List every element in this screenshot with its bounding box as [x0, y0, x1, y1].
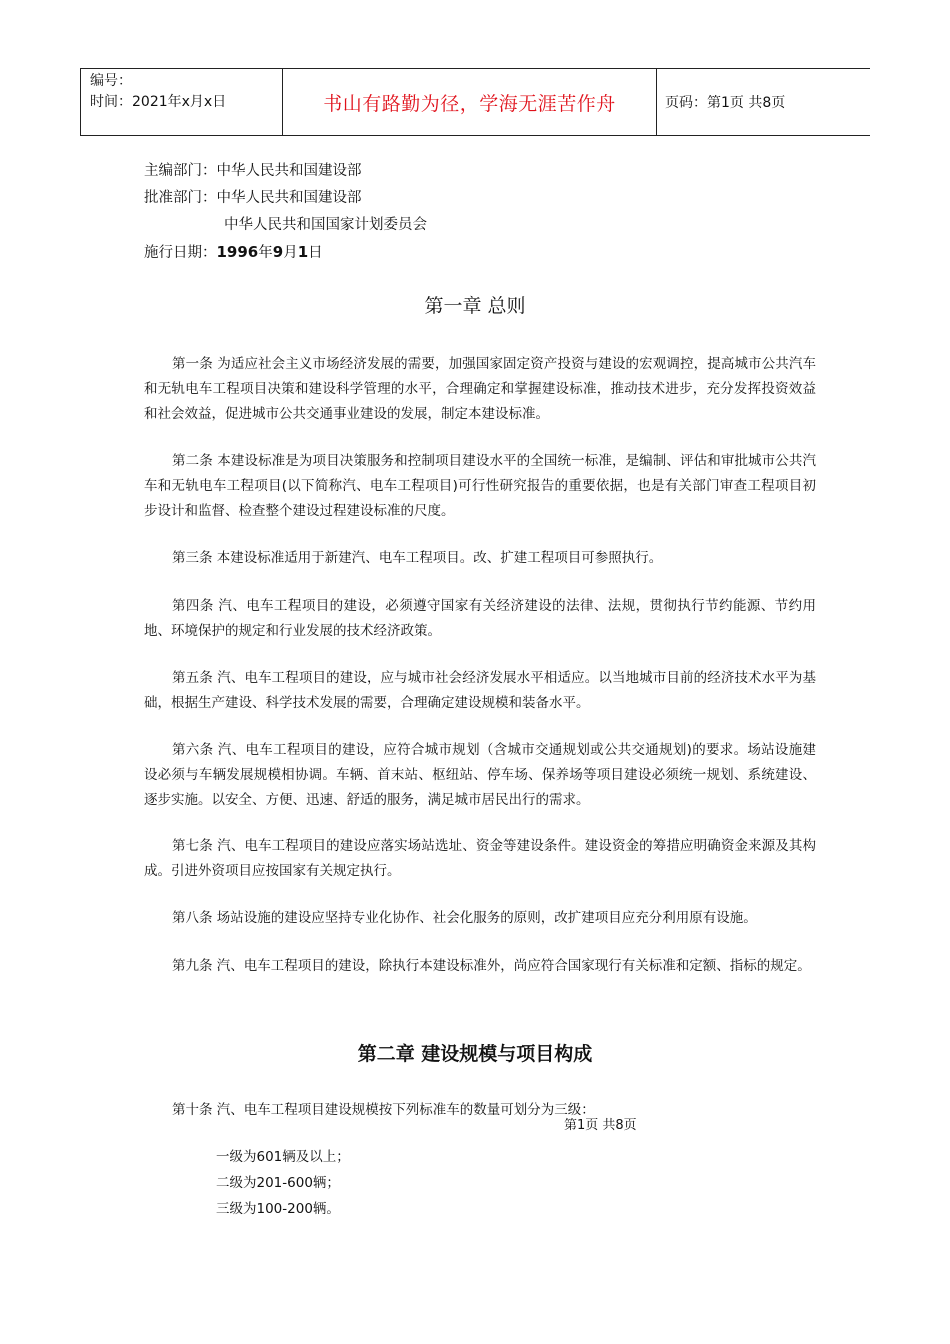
header-page: 页码：第1页 共8页 — [665, 95, 786, 111]
article-10-text: 第十条 汽、电车工程项目建设规模按下列标准车的数量可划分为三级： — [172, 1102, 595, 1118]
header-motto-cell — [283, 69, 657, 135]
header-motto: 书山有路勤为径，学海无涯苦作舟 — [323, 92, 616, 115]
meta-date-year: 1996 — [216, 243, 259, 261]
meta-date-day: 1 — [297, 243, 309, 261]
article-2 — [144, 449, 816, 524]
meta-approver: 批准部门：中华人民共和国建设部 — [144, 190, 362, 206]
article-9 — [144, 954, 816, 979]
meta-date-day-unit: 日 — [308, 245, 323, 261]
level-item: 一级为601辆及以上； — [216, 1149, 350, 1165]
meta-date-prefix: 施行日期： — [144, 245, 217, 261]
article-7-text: 第七条 汽、电车工程项目的建设应落实场站选址、资金等建设条件。建设资金的筹措应明确资金来源及其构成。引进外资项目应按国家有关规定执行。 — [144, 838, 816, 879]
article-8 — [144, 906, 816, 931]
meta-date-month: 9 — [272, 243, 284, 261]
level-item: 三级为100-200辆。 — [216, 1201, 340, 1217]
header-number: 编号： — [90, 73, 132, 89]
article-6-text: 第六条 汽、电车工程项目的建设，应符合城市规划（含城市交通规划或公共交通规划)的要求。场站设施建设必须与车辆发展规模相协调。车辆、首末站、枢纽站、停车场、保养场等项目建设必须统一规划、系统建设、逐步实施。以安全、方便、迅速、舒适的服务，满足城市居民出行的需求。 — [144, 742, 816, 808]
meta-date-month-unit: 月 — [283, 245, 298, 261]
meta-editor: 主编部门：中华人民共和国建设部 — [144, 163, 362, 179]
level-item: 二级为201-600辆； — [216, 1175, 340, 1191]
article-7 — [144, 834, 816, 884]
article-2-text: 第二条 本建设标准是为项目决策服务和控制项目建设水平的全国统一标准，是编制、评估和审批城市公共汽车和无轨电车工程项目(以下简称汽、电车工程项目)可行性研究报告的重要依据，也是有关部门审查工程项目初步设计和监督、检查整个建设过程建设标准的尺度。 — [144, 453, 816, 519]
article-4-text: 第四条 汽、电车工程项目的建设，必须遵守国家有关经济建设的法律、法规，贯彻执行节约能源、节约用地、环境保护的规定和行业发展的技术经济政策。 — [144, 598, 816, 639]
article-5-text: 第五条 汽、电车工程项目的建设，应与城市社会经济发展水平相适应。以当地城市目前的经济技术水平为基础，根据生产建设、科学技术发展的需要，合理确定建设规模和装备水平。 — [144, 670, 816, 711]
header-page-cell — [657, 69, 870, 135]
article-8-text: 第八条 场站设施的建设应坚持专业化协作、社会化服务的原则，改扩建项目应充分利用原有设施。 — [172, 910, 757, 926]
article-1 — [144, 352, 816, 427]
article-1-text: 第一条 为适应社会主义市场经济发展的需要，加强国家固定资产投资与建设的宏观调控，提高城市公共汽车和无轨电车工程项目决策和建设科学管理的水平，合理确定和掌握建设标准，推动技术进步，充分发挥投资效益和社会效益，促进城市公共交通事业建设的发展，制定本建设标准。 — [144, 356, 816, 422]
scale-levels-list — [216, 1144, 350, 1222]
header-time: 时间：2021年x月x日 — [90, 94, 227, 110]
document-header — [80, 68, 870, 136]
document-meta — [144, 158, 427, 267]
meta-approver-2: 中华人民共和国国家计划委员会 — [224, 217, 427, 233]
meta-effective-date — [144, 239, 427, 267]
article-3-text: 第三条 本建设标准适用于新建汽、电车工程项目。改、扩建工程项目可参照执行。 — [172, 550, 663, 566]
chapter-2-title: 第二章 建设规模与项目构成 — [357, 1043, 593, 1065]
chapter-1-title: 第一章 总则 — [424, 295, 526, 317]
header-info-cell — [81, 69, 283, 135]
article-4 — [144, 594, 816, 644]
article-9-text: 第九条 汽、电车工程项目的建设，除执行本建设标准外，尚应符合国家现行有关标准和定额、指标的规定。 — [172, 958, 811, 974]
meta-date-year-unit: 年 — [258, 245, 273, 261]
article-10 — [144, 1098, 816, 1123]
footer-page-number: 第1页 共8页 — [564, 1118, 637, 1133]
article-6 — [144, 738, 816, 813]
article-3 — [144, 546, 816, 571]
article-5 — [144, 666, 816, 716]
